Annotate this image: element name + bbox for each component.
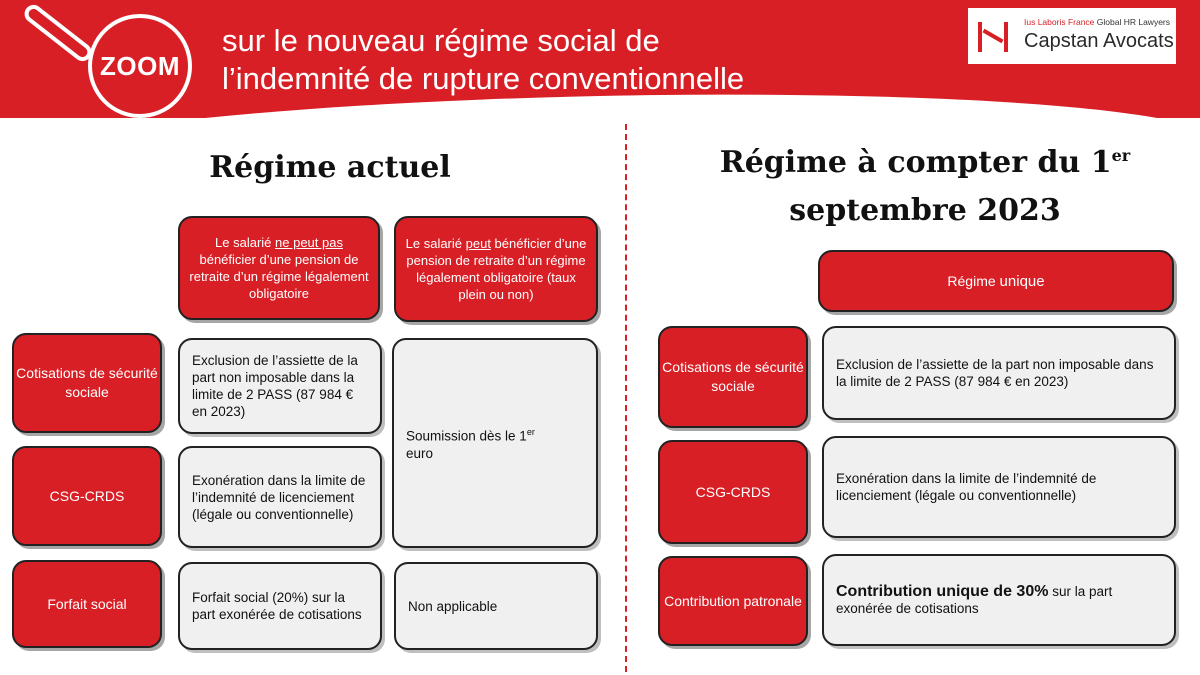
section-divider: [625, 124, 627, 672]
left-col2-header: [394, 216, 598, 322]
capstan-logo: [968, 8, 1176, 64]
right-heading-line-2: septembre 2023: [789, 193, 1061, 228]
logo-tagline: [1024, 17, 1170, 27]
right-heading-line-1: Régime à compter du 1: [719, 145, 1112, 180]
contribution-rest-text: sur la part exonérée de cotisations: [836, 584, 1113, 616]
right-row-label-contribution: Contribution patronale: [658, 556, 808, 646]
left-row-forfait-col1: Forfait social (20%) sur la part exonérée de cotisations: [178, 562, 382, 650]
left-row-forfait-col2: Non applicable: [394, 562, 598, 650]
merged-cell-text-a: Soumission dès le 1: [406, 428, 527, 444]
zoom-badge-text: ZOOM: [100, 50, 180, 81]
capstan-logo-mark-icon: [978, 22, 1008, 52]
left-col1-header: [178, 216, 380, 320]
logo-tagline-suffix: Global HR Lawyers: [1096, 17, 1171, 27]
page-title: [222, 22, 744, 98]
right-row-label-cotisations: Cotisations de sécurité sociale: [658, 326, 808, 428]
left-row-label-forfait: Forfait social: [12, 560, 162, 648]
right-col-header-emph: unique: [999, 272, 1045, 290]
magnifier-handle-icon: [21, 1, 95, 64]
logo-tagline-prefix: Ius Laboris France: [1024, 17, 1095, 27]
left-row-cotisations-col1: Exclusion de l’assiette de la part non imposable dans la limite de 2 PASS (87 984 € en 2023): [178, 338, 382, 434]
logo-name: Capstan Avocats: [1024, 30, 1174, 52]
left-row-label-csg: CSG-CRDS: [12, 446, 162, 546]
title-line-1: sur le nouveau régime social de: [222, 23, 660, 58]
left-row-csg-col1: Exonération dans la limite de l’indemnité de licenciement (légale ou conventionnelle): [178, 446, 382, 548]
left-heading: Régime actuel: [209, 150, 451, 185]
right-heading: [690, 132, 1160, 235]
col1-header-underlined: ne peut pas: [275, 235, 343, 250]
merged-cell-superscript: er: [526, 427, 535, 438]
right-col-header-text: Régime: [947, 272, 1000, 289]
col1-header-text-b: bénéficier d’une pension de retraite d’un régime légalement obligatoire: [189, 252, 369, 301]
col2-header-underlined: peut: [465, 236, 491, 251]
left-row-label-cotisations: Cotisations de sécurité sociale: [12, 333, 162, 433]
col2-header-text-b: bénéficier d’une pension de retraite d’un régime légalement obligatoire (taux plein ou non): [406, 236, 587, 302]
right-row-label-csg: CSG-CRDS: [658, 440, 808, 544]
right-row-cotisations-value: Exclusion de l’assiette de la part non imposable dans la limite de 2 PASS (87 984 € en 2023): [822, 326, 1176, 420]
right-heading-superscript: er: [1111, 146, 1131, 165]
right-row-contribution-value: [822, 554, 1176, 646]
right-row-csg-value: Exonération dans la limite de l’indemnité de licenciement (légale ou conventionnelle): [822, 436, 1176, 538]
merged-cell-text-b: euro: [406, 445, 434, 461]
zoom-magnifier-icon: [88, 14, 192, 118]
title-line-2: l’indemnité de rupture conventionnelle: [222, 61, 745, 96]
contribution-emph-text: Contribution unique de 30%: [836, 583, 1049, 600]
right-col-header: [818, 250, 1174, 312]
col1-header-text-a: Le salarié: [215, 235, 276, 250]
col2-header-text-a: Le salarié: [405, 236, 466, 251]
left-merged-col2-cell: [392, 338, 598, 548]
